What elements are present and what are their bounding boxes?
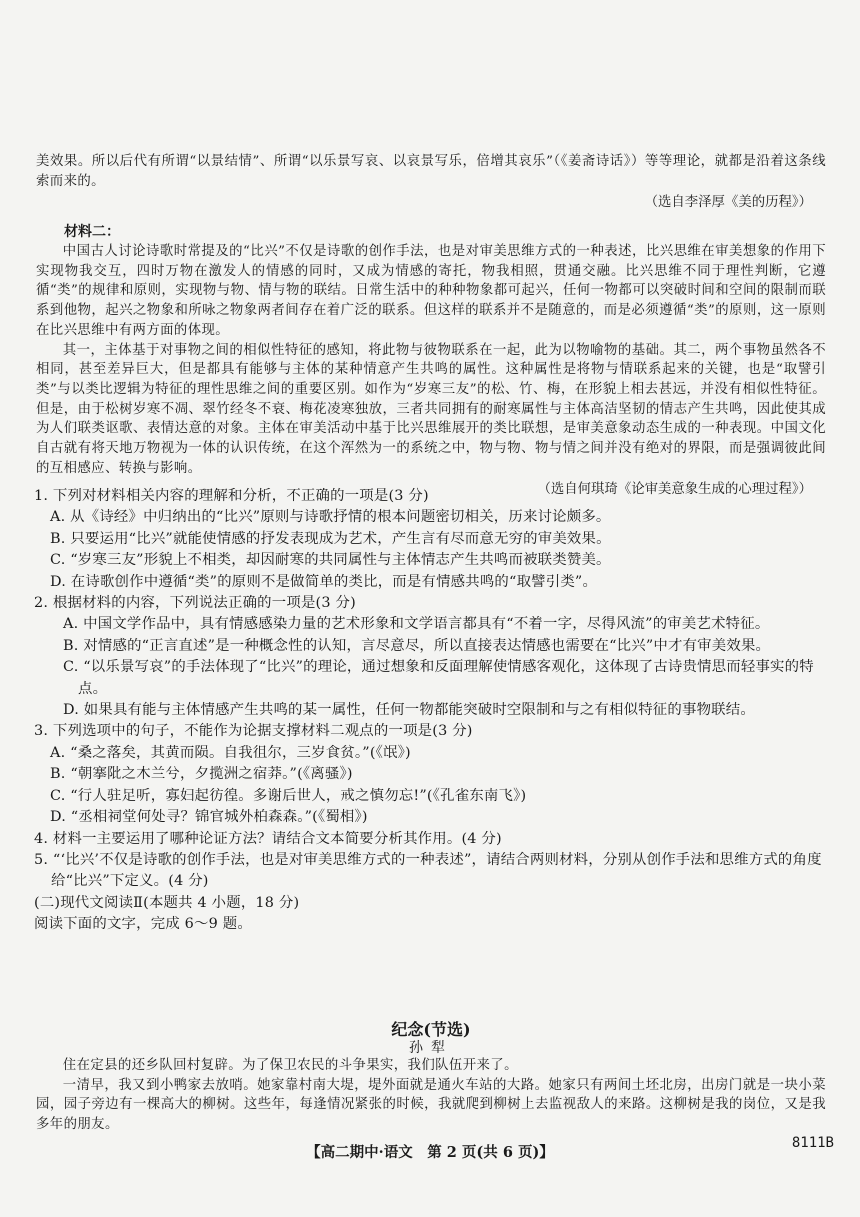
question-4: 4. 材料一主要运用了哪种论证方法？请结合文本简要分析其作用。(4 分) [34,830,502,847]
section-instruction: 阅读下面的文字，完成 6～9 题。 [34,916,252,933]
source-citation-1: （选自李泽厚《美的历程》） [644,195,812,211]
option-d: D. “丞相祠堂何处寻？锦官城外柏森森。”(《蜀相》) [50,809,368,826]
question-1 [34,486,824,593]
option-a: A. 中国文学作品中，具有情感感染力量的艺术形象和文学语言都具有“不着一字，尽得风流”的审美艺术特征。 [63,616,770,633]
option-c: C. “行人驻足听，寡妇起彷徨。多谢后世人，戒之慎勿忘!”(《孔雀东南飞》) [50,787,527,804]
material-two-heading: 材料二： [64,224,120,240]
passage-author: 孙犁 [409,1040,453,1056]
option-b: B. 只要运用“比兴”就能使情感的抒发表现成为艺术，产生言有尽而意无穷的审美效果。 [50,530,611,547]
passage [36,1017,826,1135]
option-b: B. 对情感的“正言直述”是一种概念性的认知，言尽意尽，所以直接表达情感也需要在“比兴”中才有审美效果。 [63,637,771,654]
section-heading: (二)现代文阅读Ⅱ(本题共 4 小题，18 分) [34,894,300,911]
option-a: A. 从《诗经》中归纳出的“比兴”原则与诗歌抒情的根本问题密切相关，历来讨论颇多。 [50,509,611,526]
material-one-ending: 美效果。所以后代有所谓“以景结情”、所谓“以乐景写哀、以哀景写乐，倍增其哀乐”（《姜斋诗话》）等等理论，就都是沿着这条线索而来的。 [36,154,826,189]
option-d: D. 如果具有能与主体情感产生共鸣的某一属性，任何一物都能突破时空限制和与之有相似特征的事物联结。 [63,702,755,719]
questions-section [34,486,824,936]
material-two-paragraph-2: 其一，主体基于对事物之间的相似性特征的感知，将此物与彼物联系在一起，此为以物喻物的基础。其二，两个事物虽然各不相同，甚至差异巨大，但是都具有能够与主体的某种情意产生共鸣的属性。这种属性是将物与情联系起来的关键，也是“取譬引类”与以类比逻辑为特征的理性思维之间的重要区别。如作为“岁寒三友”的松、竹、梅，在形貌上相去甚远，并没有相似性特征。但是，由于松树岁寒不凋、翠竹经冬不衰、梅花凌寒独放，三者共同拥有的耐寒属性与主体高洁坚韧的情志产生共鸣，因此使其成为人们联类讴歌、表情达意的对象。主体在审美活动中基于比兴思维展开的类比联想，是审美意象动态生成的一种表现。中国文化自古就有将天地万物视为一体的认识传统，在这个浑然为一的系统之中，物与物、物与情之间并没有绝对的界限，而是强调彼此间的互相感应、转换与影响。 [36,342,826,476]
option-a: A. “桑之落矣，其黄而陨。自我徂尔，三岁食贫。”(《氓》) [50,744,411,761]
option-d: D. 在诗歌创作中遵循“类”的原则不是做简单的类比，而是有情感共鸣的“取譬引类”。 [50,573,598,590]
passage-paragraph-1: 住在定县的还乡队回村复辟。为了保卫农民的斗争果实，我们队伍开来了。 [62,1058,518,1073]
question-2 [34,593,824,721]
passage-title: 纪念(节选) [391,1020,471,1039]
material-one-tail [36,152,826,217]
question-stem: 1. 下列对材料相关内容的理解和分析，不正确的一项是(3 分) [34,488,429,504]
question-stem: 3. 下列选项中的句子，不能作为论据支撑材料二观点的一项是(3 分) [34,723,473,740]
material-two-paragraph-1: 中国古人讨论诗歌时常提及的“比兴”不仅是诗歌的创作手法，也是对审美思维方式的一种表述，比兴思维在审美想象的作用下实现物我交互，四时万物在激发人的情感的同时，又成为情感的寄托，物我相照，贯通交融。比兴思维不同于理性判断，它遵循“类”的规律和原则，实现物与物、情与物的联结。日常生活中的种种物象都可起兴，任何一物都可以突破时间和空间的限制而联系到他物，起兴之物象和所咏之物象两者间存在着广泛的联系。但这样的联系并不是随意的，而是必须遵循“类”的原则，这一原则在比兴思维中有两方面的体现。 [36,244,826,338]
passage-paragraph-2: 一清早，我又到小鸭家去放哨。她家靠村南大堤，堤外面就是通火车站的大路。她家只有两间土坯北房，出房门就是一块小菜园，园子旁边有一棵高大的柳树。这些年，每逢情况紧张的时候，我就爬到柳树上去监视敌人的来路。这柳树是我的岗位，又是我多年的朋友。 [36,1077,826,1133]
material-two [36,222,826,504]
paper-code: 8111B [791,1135,834,1151]
question-3 [34,721,824,828]
question-5: 5. “‘比兴’不仅是诗歌的创作手法，也是对审美思维方式的一种表述”，请结合两则材料，分别从创作手法和思维方式的角度给“比兴”下定义。(4 分) [34,851,822,890]
option-c: C. “岁寒三友”形貌上不相类，却因耐寒的共同属性与主体情志产生共鸣而被联类赞美。 [50,552,611,569]
page-footer-label: 【高二期中·语文 第 2 页(共 6 页)】 [306,1144,554,1161]
question-stem: 2. 根据材料的内容，下列说法正确的一项是(3 分) [34,595,356,612]
option-c: C. “以乐景写哀”的手法体现了“比兴”的理论，通过想象和反面理解使情感客观化，这体现了古诗贵情思而轻事实的特点。 [63,659,814,697]
source-citation-2: （选自何琪琦《论审美意象生成的心理过程》） [537,482,812,498]
option-b: B. “朝搴阰之木兰兮，夕揽洲之宿莽。”(《离骚》) [50,766,353,783]
